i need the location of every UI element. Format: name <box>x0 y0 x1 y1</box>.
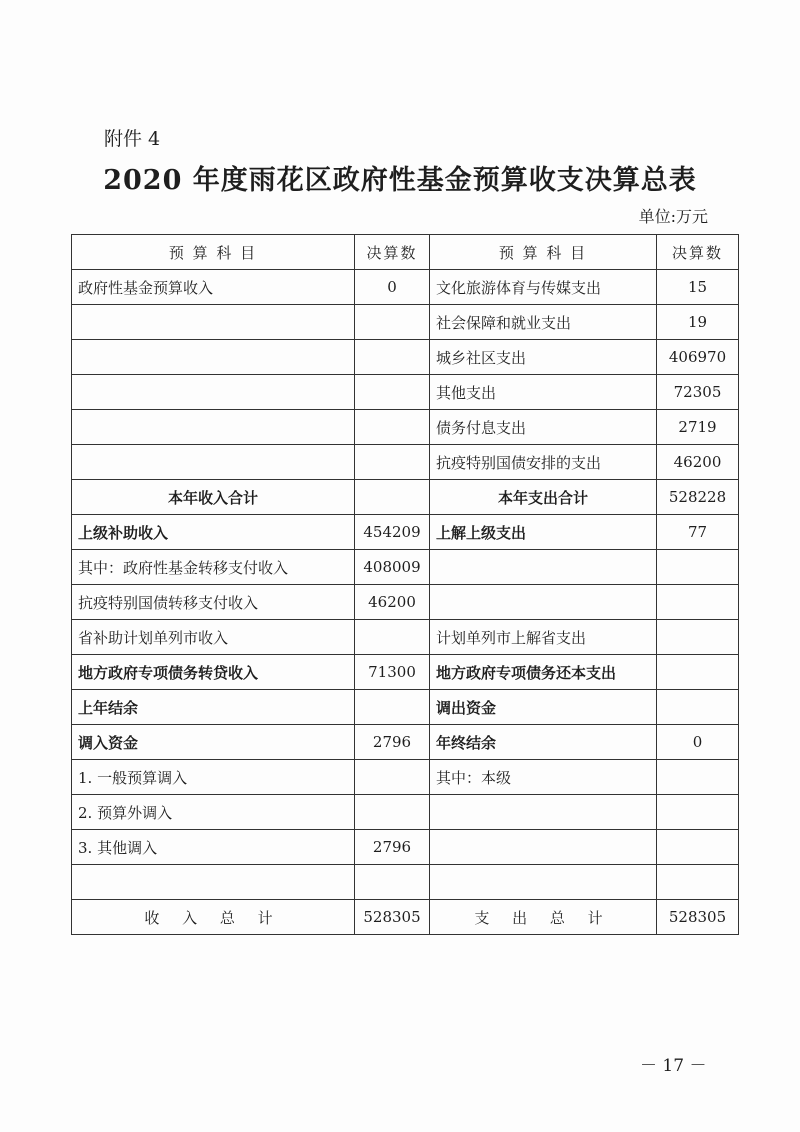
income-total-label: 收 入 总 计 <box>72 900 355 935</box>
expense-value <box>657 620 739 655</box>
unit-label: 单位:万元 <box>638 207 708 226</box>
expense-value <box>657 550 739 585</box>
income-item: 其中：政府性基金转移支付收入 <box>72 550 355 585</box>
expense-value: 72305 <box>657 375 739 410</box>
table-row <box>72 480 739 515</box>
income-value <box>355 305 430 340</box>
income-value <box>355 375 430 410</box>
column-header: 决算数 <box>657 235 739 270</box>
expense-total-value: 528305 <box>657 900 739 935</box>
expense-item: 抗疫特别国债安排的支出 <box>430 445 657 480</box>
expense-value: 77 <box>657 515 739 550</box>
expense-value <box>657 795 739 830</box>
income-total-value: 528305 <box>355 900 430 935</box>
expense-value <box>657 760 739 795</box>
expense-value <box>657 655 739 690</box>
income-value <box>355 410 430 445</box>
income-item: 3. 其他调入 <box>72 830 355 865</box>
income-item: 1. 一般预算调入 <box>72 760 355 795</box>
income-item <box>72 445 355 480</box>
expense-item: 调出资金 <box>430 690 657 725</box>
expense-value: 406970 <box>657 340 739 375</box>
budget-table <box>71 234 739 935</box>
income-value <box>355 445 430 480</box>
table-total-row <box>72 900 739 935</box>
expense-value <box>657 690 739 725</box>
income-value <box>355 865 430 900</box>
income-item <box>72 340 355 375</box>
table-header-row <box>72 235 739 270</box>
expense-value <box>657 865 739 900</box>
expense-item: 文化旅游体育与传媒支出 <box>430 270 657 305</box>
expense-value: 19 <box>657 305 739 340</box>
income-item <box>72 305 355 340</box>
attachment-label: 附件 4 <box>104 128 161 150</box>
expense-value <box>657 830 739 865</box>
expense-value: 2719 <box>657 410 739 445</box>
expense-item: 计划单列市上解省支出 <box>430 620 657 655</box>
expense-item: 地方政府专项债务还本支出 <box>430 655 657 690</box>
table-row <box>72 830 739 865</box>
table-row <box>72 690 739 725</box>
table-row <box>72 410 739 445</box>
table-row <box>72 270 739 305</box>
expense-item <box>430 550 657 585</box>
income-subtotal-label: 本年收入合计 <box>72 480 355 515</box>
table-row <box>72 375 739 410</box>
income-value: 71300 <box>355 655 430 690</box>
income-item: 省补助计划单列市收入 <box>72 620 355 655</box>
expense-item: 债务付息支出 <box>430 410 657 445</box>
income-value: 408009 <box>355 550 430 585</box>
income-item <box>72 410 355 445</box>
income-item: 上年结余 <box>72 690 355 725</box>
expense-item: 社会保障和就业支出 <box>430 305 657 340</box>
income-value: 454209 <box>355 515 430 550</box>
expense-item <box>430 585 657 620</box>
income-item: 抗疫特别国债转移支付收入 <box>72 585 355 620</box>
page-number: － 17 － <box>640 1056 707 1076</box>
table-row <box>72 795 739 830</box>
income-value <box>355 760 430 795</box>
expense-item: 其中：本级 <box>430 760 657 795</box>
income-value: 0 <box>355 270 430 305</box>
expense-item <box>430 795 657 830</box>
table-row <box>72 655 739 690</box>
expense-value <box>657 585 739 620</box>
table-row <box>72 725 739 760</box>
table-row <box>72 550 739 585</box>
income-item: 2. 预算外调入 <box>72 795 355 830</box>
income-value <box>355 340 430 375</box>
income-item: 上级补助收入 <box>72 515 355 550</box>
table-row <box>72 585 739 620</box>
income-value <box>355 795 430 830</box>
income-item <box>72 375 355 410</box>
expense-value: 528228 <box>657 480 739 515</box>
income-item: 政府性基金预算收入 <box>72 270 355 305</box>
income-value <box>355 480 430 515</box>
expense-item <box>430 865 657 900</box>
income-value <box>355 620 430 655</box>
table-row <box>72 760 739 795</box>
expense-value: 0 <box>657 725 739 760</box>
page-title: 2020 年度雨花区政府性基金预算收支决算总表 <box>103 165 697 196</box>
table-row <box>72 340 739 375</box>
expense-total-label: 支 出 总 计 <box>430 900 657 935</box>
column-header: 预 算 科 目 <box>72 235 355 270</box>
income-item: 调入资金 <box>72 725 355 760</box>
income-item <box>72 865 355 900</box>
expense-value: 15 <box>657 270 739 305</box>
income-value <box>355 690 430 725</box>
table-row <box>72 445 739 480</box>
expense-item <box>430 830 657 865</box>
expense-item: 其他支出 <box>430 375 657 410</box>
income-value: 46200 <box>355 585 430 620</box>
table-row <box>72 865 739 900</box>
expense-item: 城乡社区支出 <box>430 340 657 375</box>
income-value: 2796 <box>355 725 430 760</box>
expense-item: 年终结余 <box>430 725 657 760</box>
column-header: 预 算 科 目 <box>430 235 657 270</box>
table-row <box>72 305 739 340</box>
income-item: 地方政府专项债务转贷收入 <box>72 655 355 690</box>
income-value: 2796 <box>355 830 430 865</box>
column-header: 决算数 <box>355 235 430 270</box>
table-row <box>72 620 739 655</box>
table-row <box>72 515 739 550</box>
expense-item: 上解上级支出 <box>430 515 657 550</box>
expense-value: 46200 <box>657 445 739 480</box>
expense-subtotal-label: 本年支出合计 <box>430 480 657 515</box>
